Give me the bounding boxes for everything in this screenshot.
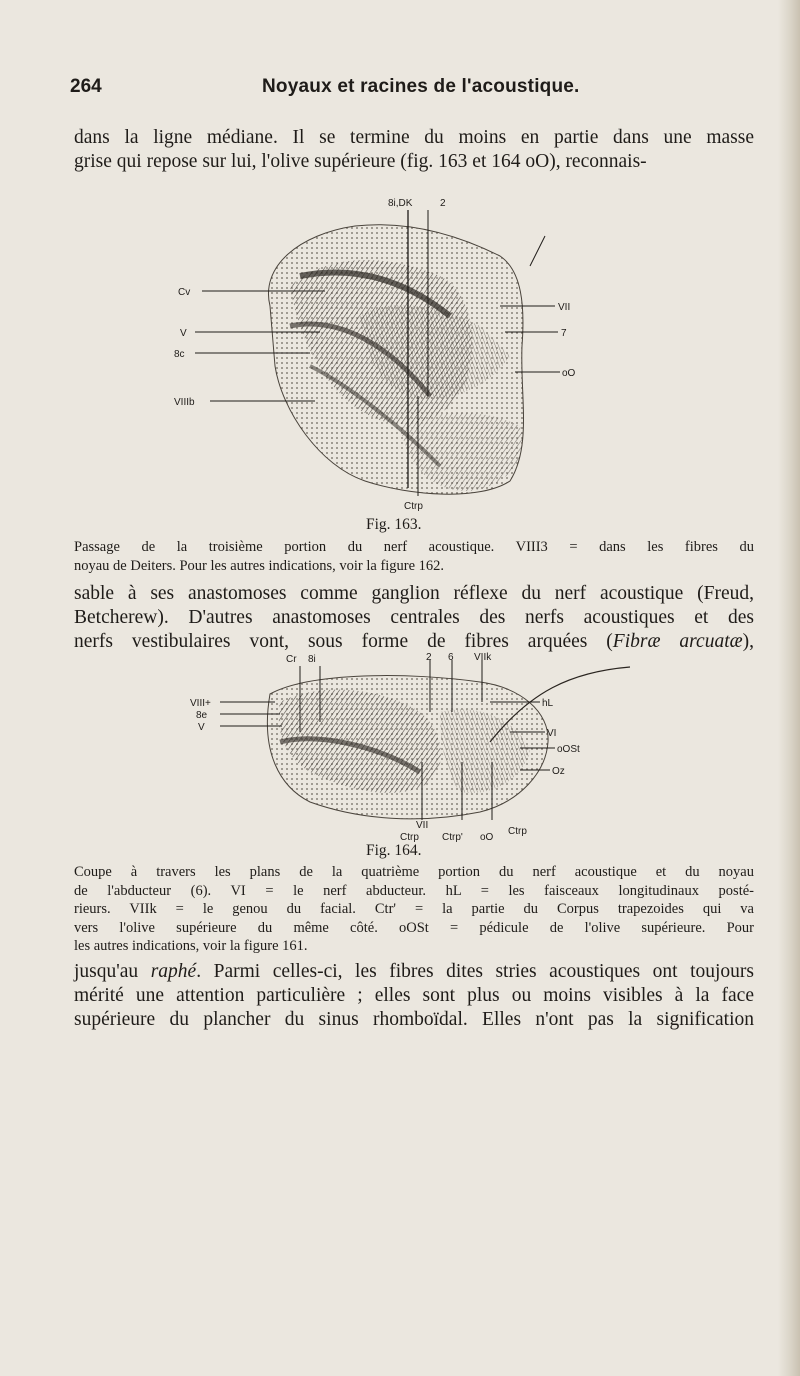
caption-line: vers l'olive supérieure du même côté. oOSt = pédicule de l'olive supérieure. Pour [74, 919, 754, 936]
brain-section-drawing [220, 660, 630, 820]
text-line: dans la ligne médiane. Il se termine du moins en partie dans une masse [74, 127, 754, 148]
fig163-label-bottom: Ctrp [404, 501, 423, 512]
text-line: Betcherew). D'autres anastomoses centrales des nerfs acoustiques et des [74, 607, 754, 628]
fig164-label-viik: VIIk [474, 652, 492, 663]
caption-line: noyau de Deiters. Pour les autres indications, voir la figure 162. [74, 557, 445, 574]
figure-163-illustration [150, 196, 650, 516]
fig164-label-oz: Oz [552, 766, 565, 777]
fig163-label-viiib: VIIIb [174, 397, 195, 408]
text-line: supérieure du plancher du sinus rhomboïdal. Elles n'ont pas la signification [74, 1009, 754, 1030]
italic-term: Fibræ arcuatæ [612, 631, 743, 652]
paragraph-2 [74, 582, 754, 654]
caption-line: les autres indications, voir la figure 161. [74, 938, 308, 954]
text-segment: jusqu'au [74, 961, 151, 982]
fig163-label-8c: 8c [174, 349, 185, 360]
fig164-label-vii: VII [416, 820, 429, 831]
fig164-label-oost: oOSt [557, 744, 580, 755]
fig163-label-oo: oO [562, 368, 576, 379]
text-line [74, 960, 754, 984]
fig164-label-ctrp: Ctrp [400, 832, 419, 842]
figure-164-illustration [190, 652, 640, 842]
page-number: 264 [70, 76, 102, 97]
page-header [0, 76, 800, 106]
fig164-label-v: V [198, 722, 205, 733]
italic-term: raphé [150, 961, 197, 982]
fig164-label-hl: hL [542, 698, 554, 709]
page-edge-shadow [778, 0, 800, 1376]
text-segment: nerfs vestibulaires vont, sous forme de fibres arquées ( [74, 631, 613, 652]
fig164-label-8e: 8e [196, 710, 208, 721]
caption-line: Passage de la troisième portion du nerf acoustique. VIII3 = dans les fibres du [74, 539, 754, 555]
fig163-label-cv: Cv [178, 287, 191, 298]
text-line: mérité une attention particulière ; elles sont plus ou moins visibles à la face [74, 985, 754, 1006]
fig164-label-cr: Cr [286, 654, 297, 665]
paragraph-1 [74, 126, 754, 174]
text-line: sable à ses anastomoses comme ganglion réflexe du nerf acoustique (Freud, [74, 583, 754, 604]
text-line: grise qui repose sur lui, l'olive supérieure (fig. 163 et 164 oO), reconnais- [74, 151, 647, 172]
fig164-label-oo: oO [480, 832, 494, 842]
text-segment: . Parmi celles-ci, les fibres dites stries acoustiques ont toujours [196, 961, 754, 982]
brain-section-drawing [195, 210, 560, 496]
paragraph-3 [74, 960, 754, 1032]
fig163-label-top-left: 8i,DK [388, 198, 413, 209]
fig164-label-2: 2 [426, 652, 432, 663]
running-title: Noyaux et racines de l'acoustique. [262, 76, 580, 97]
text-segment: ), [742, 631, 754, 652]
fig164-label-8i: 8i [308, 654, 316, 665]
caption-line: rieurs. VIIk = le genou du facial. Ctr' = la partie du Corpus trapezoides qui va [74, 901, 754, 917]
fig163-label-top-right: 2 [440, 198, 446, 209]
fig163-label-v: V [180, 328, 187, 339]
caption-line: de l'abducteur (6). VI = le nerf abducteur. hL = les faisceaux longitudinaux posté- [74, 882, 754, 899]
figure-163-title: Fig. 163. [366, 516, 422, 533]
fig164-label-6: 6 [448, 652, 454, 663]
fig164-label-vi: VI [547, 728, 557, 739]
figure-164-caption [74, 863, 754, 956]
fig163-label-vii: VII [558, 302, 571, 313]
figure-164-title: Fig. 164. [366, 842, 422, 859]
fig163-label-7: 7 [561, 328, 567, 339]
figure-163-caption [74, 538, 754, 575]
fig164-label-ctrp-prime: Ctrp' [442, 832, 463, 842]
fig164-label-ctrp-2: Ctrp [508, 826, 527, 837]
fig164-label-viii: VIII+ [190, 698, 211, 709]
caption-line: Coupe à travers les plans de la quatrième portion du nerf acoustique et du noyau [74, 864, 754, 880]
text-line [74, 630, 754, 654]
